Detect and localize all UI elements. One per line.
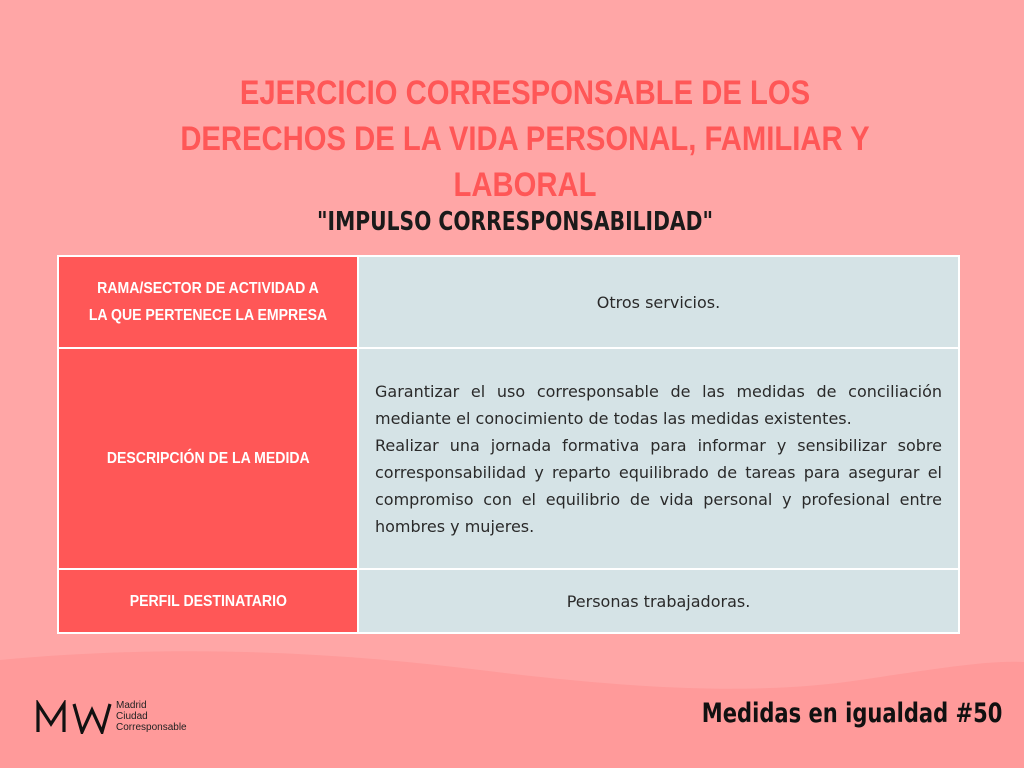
series-tag: Medidas en igualdad #50 — [701, 698, 1002, 729]
row-label-sector: RAMA/SECTOR DE ACTIVIDAD A LA QUE PERTENECE LA EMPRESA — [58, 256, 358, 348]
measure-name: "IMPULSO CORRESPONSABILIDAD" — [316, 207, 714, 237]
table-row — [58, 256, 959, 348]
madrid-ciudad-corresponsable-logo — [36, 700, 216, 740]
table-row — [58, 569, 959, 633]
row-value-audience: Personas trabajadoras. — [358, 569, 959, 633]
description-paragraph-2: Realizar una jornada formativa para informar y sensibilizar sobre corresponsabilidad y reparto equilibrado de tareas para asegurar el compromiso con el equilibrio de vida personal y profesional entre hombres y mujeres. — [375, 435, 942, 536]
measure-table — [57, 255, 960, 634]
page-title: EJERCICIO CORRESPONSABLE DE LOS DERECHOS DE LA VIDA PERSONAL, FAMILIAR Y LABORAL — [180, 74, 870, 204]
row-value-description — [358, 348, 959, 569]
logo-text: Madrid Ciudad Corresponsable — [116, 700, 187, 733]
table-row — [58, 348, 959, 569]
row-label-audience: PERFIL DESTINATARIO — [58, 569, 358, 633]
row-label-description: DESCRIPCIÓN DE LA MEDIDA — [58, 348, 358, 569]
row-value-sector: Otros servicios. — [358, 256, 959, 348]
description-paragraph-1: Garantizar el uso corresponsable de las medidas de conciliación mediante el conocimiento de todas las medidas existentes. — [375, 381, 942, 428]
mw-logo-mark — [36, 700, 112, 734]
